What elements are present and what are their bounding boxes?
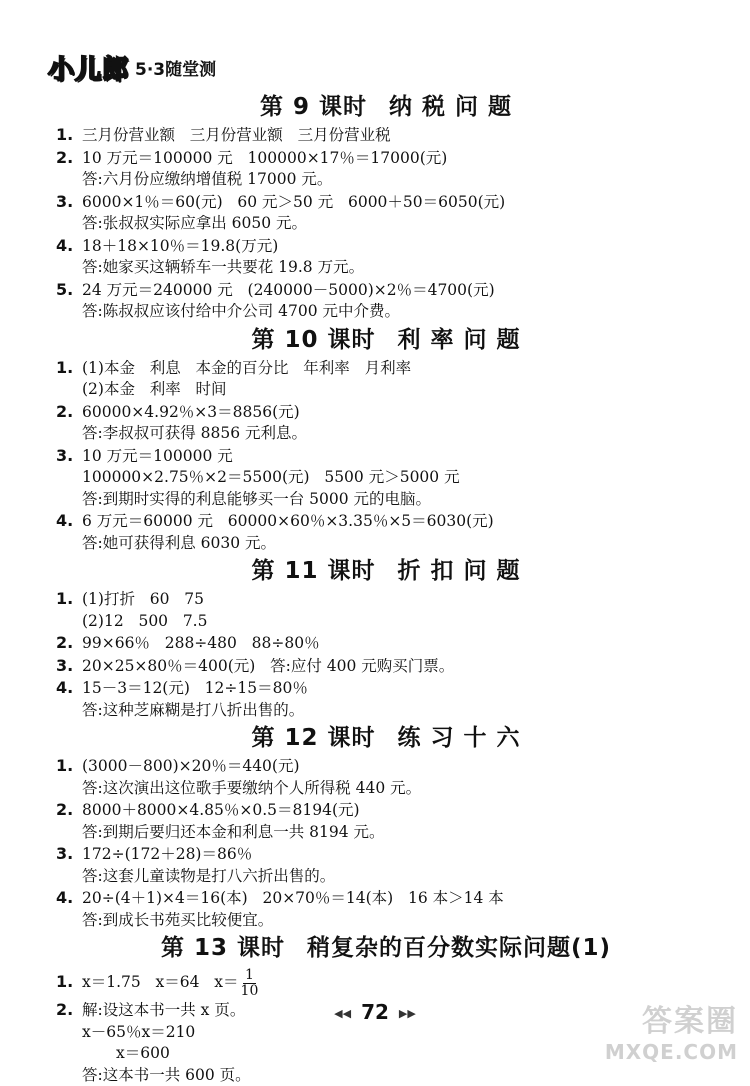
answer-line: 答:李叔叔可获得 8856 元利息。 — [56, 423, 716, 445]
watermark — [605, 996, 738, 1064]
watermark-url: MXQE.COM — [605, 1040, 738, 1064]
answer-line: 答:这种芝麻糊是打八折出售的。 — [56, 700, 716, 722]
answer-line: 答:这次演出这位歌手要缴纳个人所得税 440 元。 — [56, 778, 716, 800]
brand-header — [48, 50, 216, 84]
brand-logo: 小儿郎 — [48, 49, 129, 86]
answer-line: 1. (3000－800)×20％＝440(元) — [56, 755, 716, 778]
answer-line: 答:她家买这辆轿车一共要花 19.8 万元。 — [56, 257, 716, 279]
answer-line: 答:到成长书苑买比较便宜。 — [56, 910, 716, 932]
answer-line: 答:六月份应缴纳增值税 17000 元。 — [56, 169, 716, 191]
right-arrows-icon: ▶▶ — [399, 1007, 416, 1020]
answer-line: 3. 10 万元＝100000 元 — [56, 445, 716, 468]
answer-line: 答:这套儿童读物是打八六折出售的。 — [56, 866, 716, 888]
answer-line: 答:陈叔叔应该付给中介公司 4700 元中介费。 — [56, 301, 716, 323]
answer-line: 4. 20÷(4＋1)×4＝16(本) 20×70％＝14(本) 16 本＞14 本 — [56, 887, 716, 910]
answer-line: 2. 解:设这本书一共 x 页。 — [56, 999, 716, 1022]
answer-line: 答:张叔叔实际应拿出 6050 元。 — [56, 213, 716, 235]
answer-content — [56, 90, 716, 1086]
answer-line: 答:到期时实得的利息能够买一台 5000 元的电脑。 — [56, 489, 716, 511]
answer-line: 2. 10 万元＝100000 元 100000×17％＝17000(元) — [56, 147, 716, 170]
answer-line: 3. 172÷(172＋28)＝86％ — [56, 843, 716, 866]
section-lesson-11 — [56, 554, 716, 721]
answer-line: x＝600 — [56, 1043, 716, 1065]
answer-line: 1. x＝1.75 x＝64 x＝ $\frac{1}{10}$ — [56, 965, 716, 999]
answer-line: (2)12 500 7.5 — [56, 611, 716, 633]
section-lesson-9 — [56, 90, 716, 323]
fraction: $\frac{1}{10}$ — [241, 968, 259, 999]
section-title: 第 13 课时 稍复杂的百分数实际问题(1) — [56, 931, 716, 965]
answer-line: 3. 6000×1％＝60(元) 60 元＞50 元 6000＋50＝6050(元) — [56, 191, 716, 214]
section-title: 第 12 课时 练 习 十 六 — [56, 721, 716, 755]
answer-line: 2. 8000＋8000×4.85％×0.5＝8194(元) — [56, 799, 716, 822]
answer-line: 3. 20×25×80％＝400(元) 答:应付 400 元购买门票。 — [56, 655, 716, 678]
answer-line: 答:这本书一共 600 页。 — [56, 1065, 716, 1086]
answer-line: 1. (1)打折 60 75 — [56, 588, 716, 611]
answer-line: 4. 6 万元＝60000 元 60000×60％×3.35％×5＝6030(元) — [56, 510, 716, 533]
answer-line: 2. 60000×4.92％×3＝8856(元) — [56, 401, 716, 424]
answer-line: 2. 99×66％ 288÷480 88÷80％ — [56, 632, 716, 655]
answer-line: 1. 三月份营业额 三月份营业额 三月份营业税 — [56, 124, 716, 147]
page-number: 72 — [361, 1000, 389, 1024]
answer-line: 100000×2.75％×2＝5500(元) 5500 元＞5000 元 — [56, 467, 716, 489]
section-title: 第 11 课时 折 扣 问 题 — [56, 554, 716, 588]
brand-series: 5·3随堂测 — [135, 55, 216, 80]
section-title: 第 9 课时 纳 税 问 题 — [56, 90, 716, 124]
answer-line: 1. (1)本金 利息 本金的百分比 年利率 月利率 — [56, 357, 716, 380]
answer-line: 答:到期后要归还本金和利息一共 8194 元。 — [56, 822, 716, 844]
section-lesson-10 — [56, 323, 716, 555]
answer-line: x－65％x＝210 — [56, 1022, 716, 1044]
watermark-logo: 答案圈 — [605, 996, 738, 1040]
answer-line: 答:她可获得利息 6030 元。 — [56, 533, 716, 555]
left-arrows-icon: ◀◀ — [334, 1007, 351, 1020]
answer-line: 4. 18＋18×10％＝19.8(万元) — [56, 235, 716, 258]
answer-line: 4. 15－3＝12(元) 12÷15＝80％ — [56, 677, 716, 700]
section-lesson-12 — [56, 721, 716, 931]
answer-line: (2)本金 利率 时间 — [56, 379, 716, 401]
section-title: 第 10 课时 利 率 问 题 — [56, 323, 716, 357]
answer-line: 5. 24 万元＝240000 元 (240000－5000)×2％＝4700(元) — [56, 279, 716, 302]
